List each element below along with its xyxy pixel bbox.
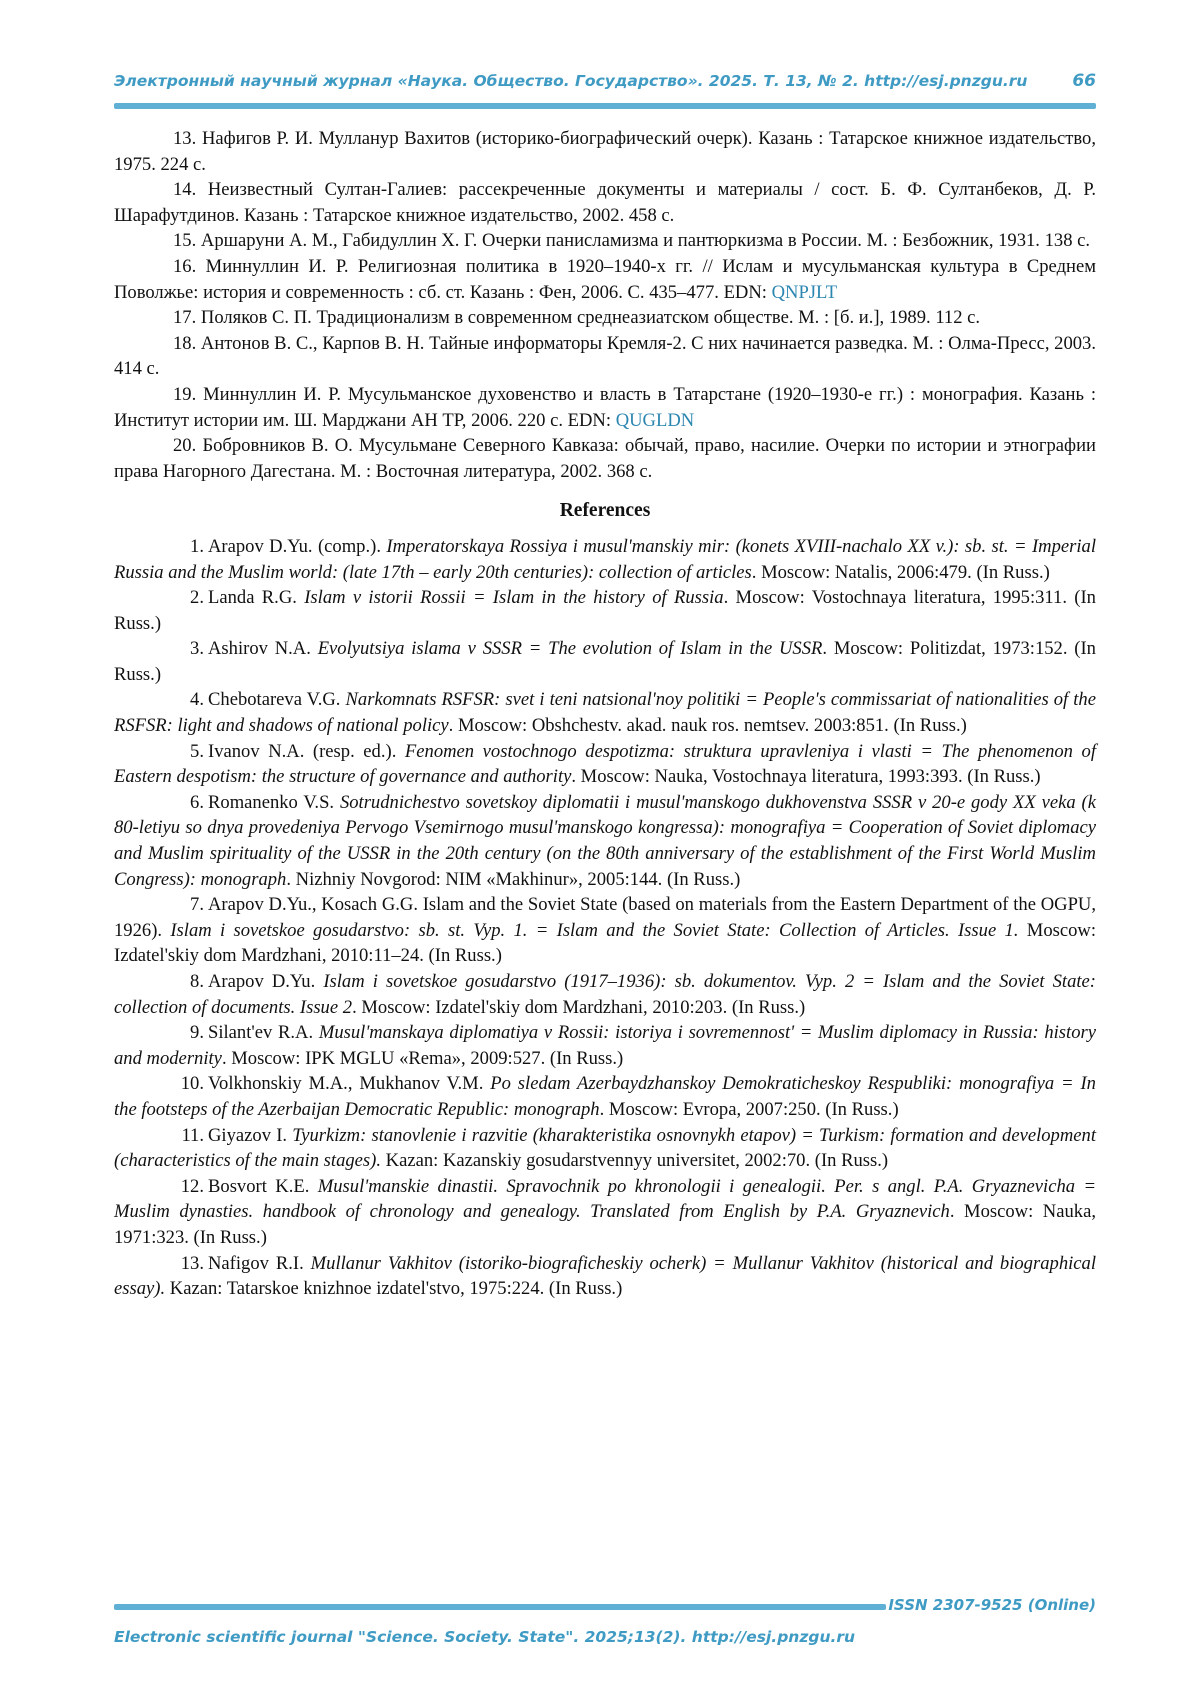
footer-rule — [114, 1604, 886, 1610]
reference-authors: Giyazov I. — [208, 1124, 293, 1146]
reference-entry — [114, 687, 1096, 738]
reference-publisher: Kazan: Tatarskoe knizhnoe izdatel'stvo, 1975:224. (In Russ.) — [165, 1278, 623, 1300]
running-header — [114, 72, 1096, 98]
reference-authors: Bosvort K.E. — [208, 1175, 318, 1197]
reference-number: 2. — [190, 587, 204, 609]
entry-text: Нафигов Р. И. Мулланур Вахитов (историко-биографический очерк). Казань : Татарское книжное издательство, 1975. 224 с. — [114, 128, 1096, 175]
reference-entry — [114, 1251, 1096, 1302]
reference-publisher: . Moscow: Izdatel'skiy dom Mardzhani, 2010:203. (In Russ.) — [352, 996, 806, 1018]
reference-entry — [114, 969, 1096, 1020]
reference-authors: Arapov D.Yu. — [208, 971, 324, 992]
russian-reference-list — [114, 126, 1096, 484]
reference-authors: Silant'ev R.A. — [208, 1022, 319, 1044]
entry-number: 20. — [173, 435, 197, 457]
reference-entry — [114, 1020, 1096, 1071]
reference-publisher: . Moscow: Nauka, Vostochnaya literatura, 1993:393. (In Russ.) — [571, 766, 1041, 788]
bibliography-entry — [114, 382, 1096, 433]
bibliography-entry — [114, 177, 1096, 228]
reference-number: 11. — [181, 1124, 204, 1146]
bibliography-entry — [114, 228, 1096, 254]
reference-authors: Volkhonskiy M.A., Mukhanov V.M. — [208, 1073, 491, 1095]
reference-publisher: Moscow: Izdatel'skiy dom Mardzhani, 2010:11–24. (In Russ.) — [114, 919, 1096, 967]
english-reference-list — [114, 534, 1096, 1302]
entry-text: Аршаруни А. М., Габидуллин Х. Г. Очерки панисламизма и пантюркизма в России. М. : Безбожник, 1931. 138 с. — [200, 230, 1091, 252]
entry-number: 17. — [173, 307, 197, 329]
reference-authors: Arapov D.Yu. (comp.). — [208, 535, 387, 557]
entry-text: Бобровников В. О. Мусульмане Северного Кавказа: обычай, право, насилие. Очерки по истории и этнографии права Нагорного Дагестана. М. : Восточная литература, 2002. 368 с. — [114, 435, 1096, 482]
entry-number: 19. — [173, 383, 197, 405]
reference-title: Mullanur Vakhitov (istoriko-biograficheskiy ocherk) = Mullanur Vakhitov (historical and biographical essay). — [114, 1252, 1096, 1300]
reference-title: Sotrudnichestvo sovetskoy diplomatii i musul'manskogo dukhovenstva SSSR v 20-e gody XX veka (k 80-letiyu so dnya provedeniya Pervogo Vsemirnogo musul'manskogo kongressa): monografiya = Cooperation of Soviet diplomacy and Muslim spirituality of the USSR in the 20th century (on the 80th anniversary of the establishment of the First World Muslim Congress): monograph — [114, 791, 1096, 890]
reference-entry — [114, 1174, 1096, 1251]
reference-title: Narkomnats RSFSR: svet i teni natsional'noy politiki = People's commissariat of nationalities of the RSFSR: light and shadows of national policy — [114, 689, 1096, 737]
reference-publisher: . Moscow: Natalis, 2006:479. (In Russ.) — [751, 561, 1050, 583]
bibliography-entry — [114, 126, 1096, 177]
reference-entry — [114, 892, 1096, 969]
reference-entry — [114, 1071, 1096, 1122]
entry-number: 16. — [173, 255, 197, 277]
reference-number: 5. — [190, 740, 204, 762]
reference-authors: Nafigov R.I. — [208, 1252, 311, 1274]
reference-number: 12. — [180, 1175, 204, 1197]
header-journal-line: Электронный научный журнал «Наука. Общество. Государство». 2025. Т. 13, № 2. http://esj.pnzgu.ru — [114, 72, 1028, 90]
reference-title: Musul'manskaya diplomatiya v Rossii: istoriya i sovremennost' = Muslim diplomacy in Russia: history and modernity — [114, 1022, 1096, 1069]
entry-text: Поляков С. П. Традиционализм в современном среднеазиатском обществе. М. : [б. и.], 1989. 112 с. — [200, 307, 981, 329]
reference-title: Musul'manskie dinastii. Spravochnik po khronologii i genealogii. Per. s angl. P.A. Gryaznevicha = Muslim dynasties. handbook of chronology and genealogy. Translated from English by P.A. Gryaznevich — [114, 1175, 1097, 1223]
reference-entry — [114, 636, 1096, 687]
reference-authors: Chebotareva V.G. — [208, 689, 346, 711]
bibliography-entry — [114, 433, 1096, 484]
entry-text: Неизвестный Султан-Галиев: рассекреченные документы и материалы / сост. Б. Ф. Султанбеков, Д. Р. Шарафутдинов. Казань : Татарское книжное издательство, 2002. 458 с. — [114, 179, 1096, 226]
entry-number: 18. — [173, 332, 197, 354]
reference-title: Islam i sovetskoe gosudarstvo: sb. st. Vyp. 1. = Islam and the Soviet State: Collection of Articles. Issue 1. — [170, 919, 1019, 941]
reference-number: 9. — [190, 1022, 204, 1044]
reference-title: Imperatorskaya Rossiya i musul'manskiy mir: (konets XVIII-nachalo XX v.): sb. st. = Imperial Russia and the Muslim world: (late 17th – early 20th centuries): collection of articles — [114, 535, 1096, 583]
reference-authors: Arapov D.Yu., Kosach G.G. Islam and the Soviet State (based on materials from the Eastern Department of the OGPU, 1926). — [114, 894, 1096, 941]
reference-number: 3. — [190, 638, 204, 660]
footer-journal-line: Electronic scientific journal "Science. Society. State". 2025;13(2). http://esj.pnzgu.ru — [114, 1628, 856, 1646]
reference-number: 8. — [190, 971, 204, 992]
page-number: 66 — [1072, 71, 1096, 91]
header-rule — [114, 103, 1096, 109]
reference-title: Po sledam Azerbaydzhanskoy Demokraticheskoy Respubliki: monografiya = In the footsteps of the Azerbaijan Democratic Republic: monograph — [114, 1073, 1096, 1120]
page-body — [114, 126, 1096, 1302]
reference-authors: Landa R.G. — [208, 587, 305, 609]
entry-text: Миннуллин И. Р. Мусульманское духовенство и власть в Татарстане (1920–1930-е гг.) : монография. Казань : Институт истории им. Ш. Марджани АН ТР, 2006. 220 с. EDN: — [114, 383, 1096, 431]
reference-entry — [114, 585, 1096, 636]
reference-number: 4. — [190, 689, 204, 711]
reference-number: 13. — [180, 1252, 204, 1274]
reference-publisher: Kazan: Kazanskiy gosudarstvennyy universitet, 2002:70. (In Russ.) — [381, 1150, 889, 1172]
bibliography-entry — [114, 331, 1096, 382]
bibliography-entry — [114, 305, 1096, 331]
reference-entry — [114, 739, 1096, 790]
edn-link[interactable]: QUGLDN — [615, 409, 695, 431]
reference-title: Tyurkizm: stanovlenie i razvitie (kharakteristika osnovnykh etapov) = Turkism: formation and development (characteristics of the main stages). — [114, 1124, 1096, 1172]
reference-publisher: . Moscow: Obshchestv. akad. nauk ros. nemtsev. 2003:851. (In Russ.) — [448, 715, 967, 737]
reference-entry — [114, 534, 1096, 585]
entry-number: 14. — [173, 179, 197, 201]
reference-publisher: . Moscow: Evropa, 2007:250. (In Russ.) — [599, 1098, 899, 1120]
reference-authors: Romanenko V.S. — [208, 791, 340, 813]
reference-authors: Ashirov N.A. — [208, 638, 318, 660]
reference-number: 10. — [180, 1073, 204, 1095]
reference-publisher: . Moscow: IPK MGLU «Rema», 2009:527. (In Russ.) — [221, 1047, 624, 1069]
reference-title: Fenomen vostochnogo despotizma: struktura upravleniya i vlasti = The phenomenon of Eastern despotism: the structure of governance and authority — [114, 740, 1096, 788]
reference-entry — [114, 1123, 1096, 1174]
entry-text: Миннуллин И. Р. Религиозная политика в 1920–1940-х гг. // Ислам и мусульманская культура в Среднем Поволжье: история и современность : сб. ст. Казань : Фен, 2006. С. 435–477. EDN: — [114, 255, 1096, 303]
reference-title: Islam i sovetskoe gosudarstvo (1917–1936): sb. dokumentov. Vyp. 2 = Islam and the Soviet State: collection of documents. Issue 2 — [114, 971, 1096, 1018]
reference-title: Islam v istorii Rossii = Islam in the history of Russia — [304, 587, 724, 609]
entry-number: 15. — [173, 230, 197, 252]
references-heading: References — [559, 500, 651, 522]
entry-text: Антонов В. С., Карпов В. Н. Тайные информаторы Кремля-2. С них начинается разведка. М. : Олма-Пресс, 2003. 414 с. — [114, 332, 1096, 380]
bibliography-entry — [114, 254, 1096, 305]
edn-link[interactable]: QNPJLT — [771, 281, 838, 303]
reference-authors: Ivanov N.A. (resp. ed.). — [208, 740, 405, 762]
reference-publisher: . Moscow: Vostochnaya literatura, 1995:311. (In Russ.) — [114, 587, 1096, 634]
reference-publisher: . Moscow: Politizdat, 1973:152. (In Russ.) — [114, 638, 1096, 685]
reference-number: 7. — [190, 894, 204, 916]
reference-title: Evolyutsiya islama v SSSR = The evolution of Islam in the USSR — [317, 638, 823, 660]
reference-number: 1. — [190, 535, 204, 557]
reference-publisher: . Moscow: Nauka, 1971:323. (In Russ.) — [114, 1201, 1096, 1248]
entry-number: 13. — [173, 128, 197, 149]
reference-number: 6. — [190, 791, 204, 813]
reference-publisher: . Nizhniy Novgorod: NIM «Makhinur», 2005:144. (In Russ.) — [286, 868, 741, 890]
reference-entry — [114, 790, 1096, 892]
footer-issn: ISSN 2307-9525 (Online) — [888, 1596, 1096, 1614]
